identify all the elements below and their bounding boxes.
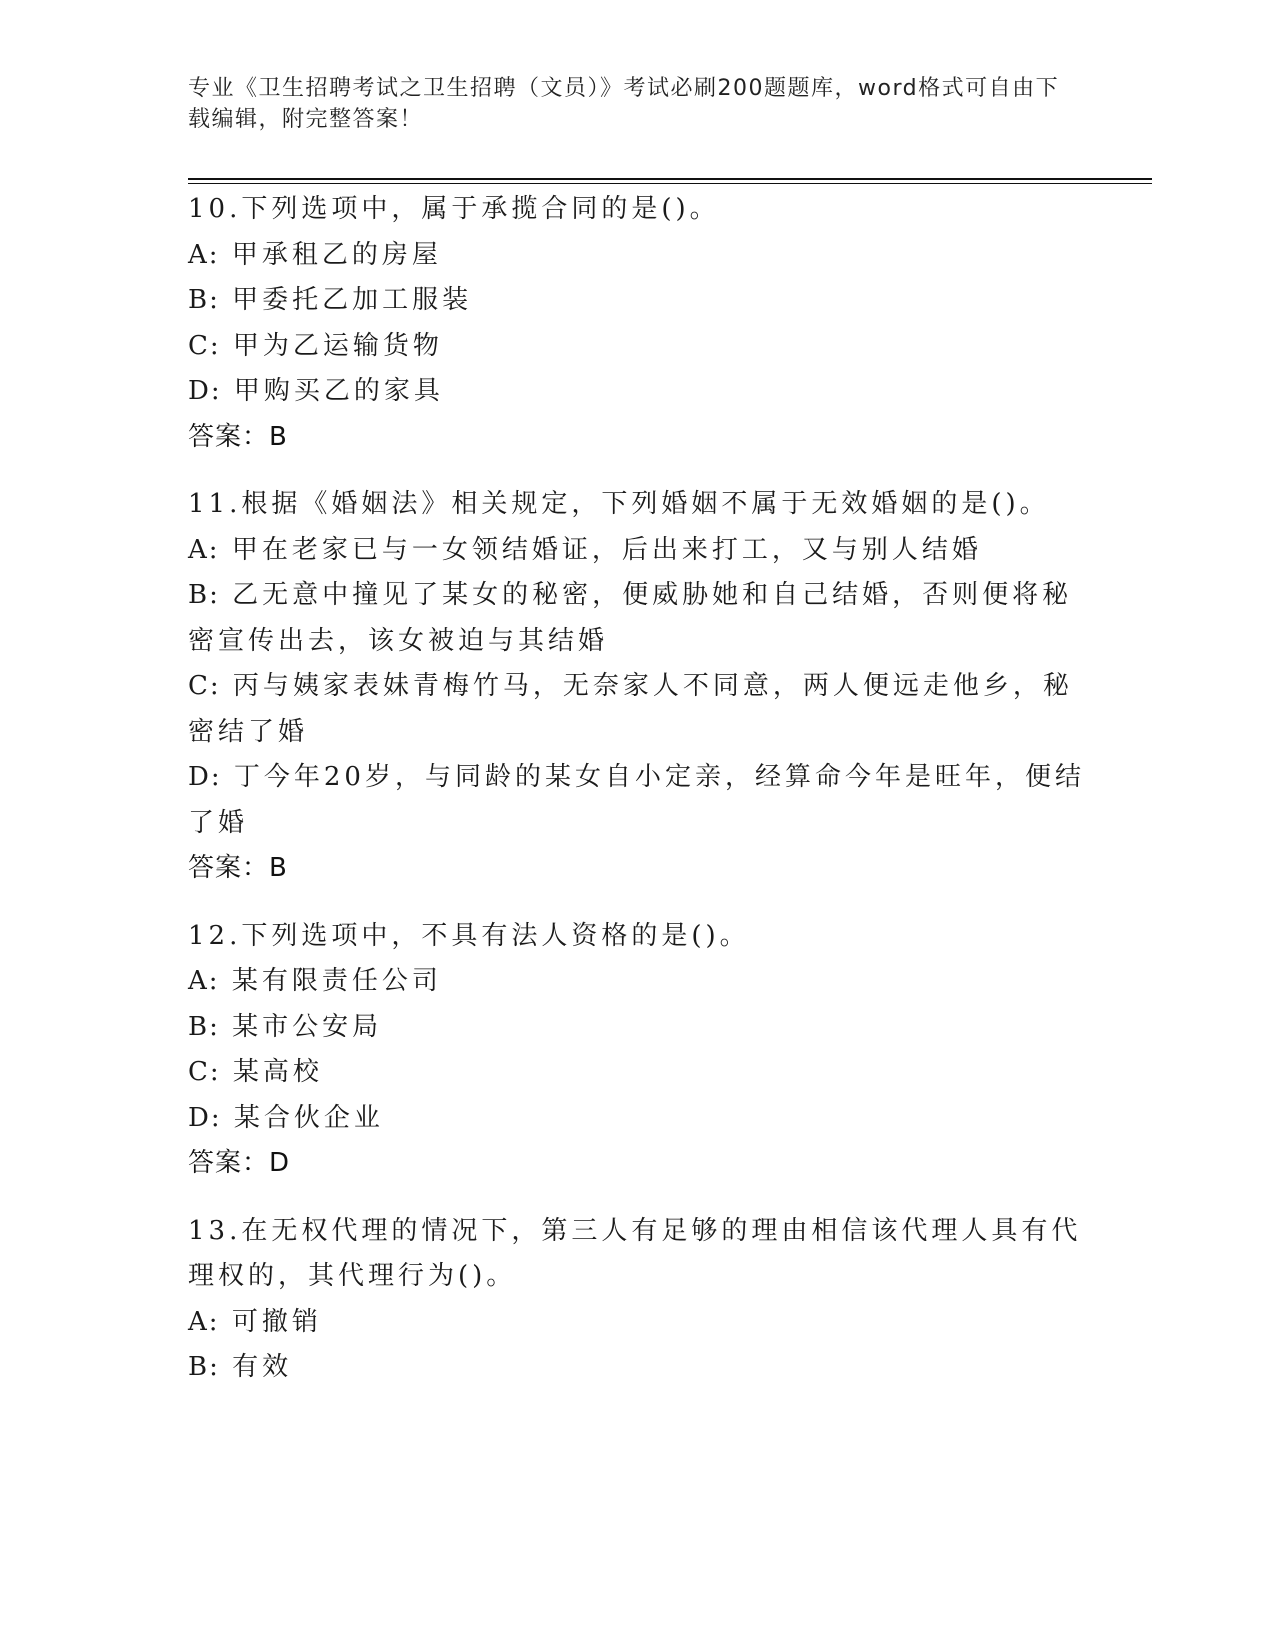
option-d	[188, 369, 1088, 415]
option-d	[188, 1096, 1088, 1142]
option-text: 某合伙企业	[233, 1102, 384, 1133]
question-list	[188, 187, 1088, 1413]
option-d	[188, 755, 1088, 846]
option-text: 甲购买乙的家具	[233, 376, 444, 406]
answer-line: 答案：D	[188, 1148, 291, 1178]
question-12	[188, 914, 1088, 1187]
option-b	[188, 1345, 1088, 1391]
option-letter: C:	[188, 330, 221, 361]
answer-line: 答案：B	[188, 853, 288, 883]
option-text: 某市公安局	[232, 1011, 383, 1042]
option-text: 甲承租乙的房屋	[231, 239, 442, 270]
option-letter: A:	[188, 239, 220, 270]
option-letter: C:	[188, 1057, 221, 1087]
option-a	[188, 233, 1088, 279]
option-text: 有效	[232, 1352, 293, 1382]
option-letter: A:	[188, 966, 220, 996]
option-letter: B:	[188, 1011, 220, 1042]
question-stem: 13.在无权代理的情况下，第三人有足够的理由相信该代理人具有代理权的，其代理行为()。	[188, 1215, 1082, 1291]
option-letter: D:	[188, 1102, 222, 1133]
option-letter: A:	[188, 534, 220, 565]
header-divider-thick	[188, 178, 1152, 180]
option-c	[188, 1050, 1088, 1096]
option-b	[188, 278, 1088, 324]
option-b	[188, 1005, 1088, 1051]
option-letter: B:	[188, 1352, 220, 1382]
header-divider-thin	[188, 183, 1152, 184]
question-11	[188, 482, 1088, 892]
option-text: 丙与姨家表妹青梅竹马，无奈家人不同意，两人便远走他乡，秘密结了婚	[188, 671, 1073, 747]
question-stem: 11.根据《婚姻法》相关规定，下列婚姻不属于无效婚姻的是()。	[188, 489, 1050, 519]
answer-line: 答案：B	[188, 421, 288, 452]
option-text: 乙无意中撞见了某女的秘密，便威胁她和自己结婚，否则便将秘密宣传出去，该女被迫与其结婚	[188, 580, 1073, 656]
option-letter: D:	[188, 762, 222, 792]
option-text: 甲在老家已与一女领结婚证，后出来打工，又与别人结婚	[231, 534, 982, 565]
option-c	[188, 324, 1088, 370]
question-13	[188, 1209, 1088, 1391]
question-stem: 10.下列选项中，属于承揽合同的是()。	[188, 194, 720, 224]
option-a	[188, 1300, 1088, 1346]
option-a	[188, 528, 1088, 574]
option-text: 可撤销	[231, 1306, 322, 1337]
option-letter: D:	[188, 376, 222, 406]
document-intro: 专业《卫生招聘考试之卫生招聘（文员）》考试必刷200题题库，word格式可自由下载编辑，附完整答案！	[188, 76, 1060, 132]
option-c	[188, 664, 1088, 755]
option-text: 某高校	[232, 1057, 323, 1087]
option-text: 甲委托乙加工服装	[232, 285, 473, 315]
option-letter: B:	[188, 580, 220, 610]
option-text: 某有限责任公司	[231, 966, 442, 996]
option-b	[188, 573, 1088, 664]
option-letter: C:	[188, 671, 221, 701]
option-letter: B:	[188, 285, 220, 315]
question-stem: 12.下列选项中，不具有法人资格的是()。	[188, 920, 750, 951]
option-a	[188, 959, 1088, 1005]
option-text: 甲为乙运输货物	[232, 330, 443, 361]
question-10	[188, 187, 1088, 460]
option-text: 丁今年20岁，与同龄的某女自小定亲，经算命今年是旺年，便结了婚	[188, 762, 1085, 838]
option-letter: A:	[188, 1306, 220, 1337]
